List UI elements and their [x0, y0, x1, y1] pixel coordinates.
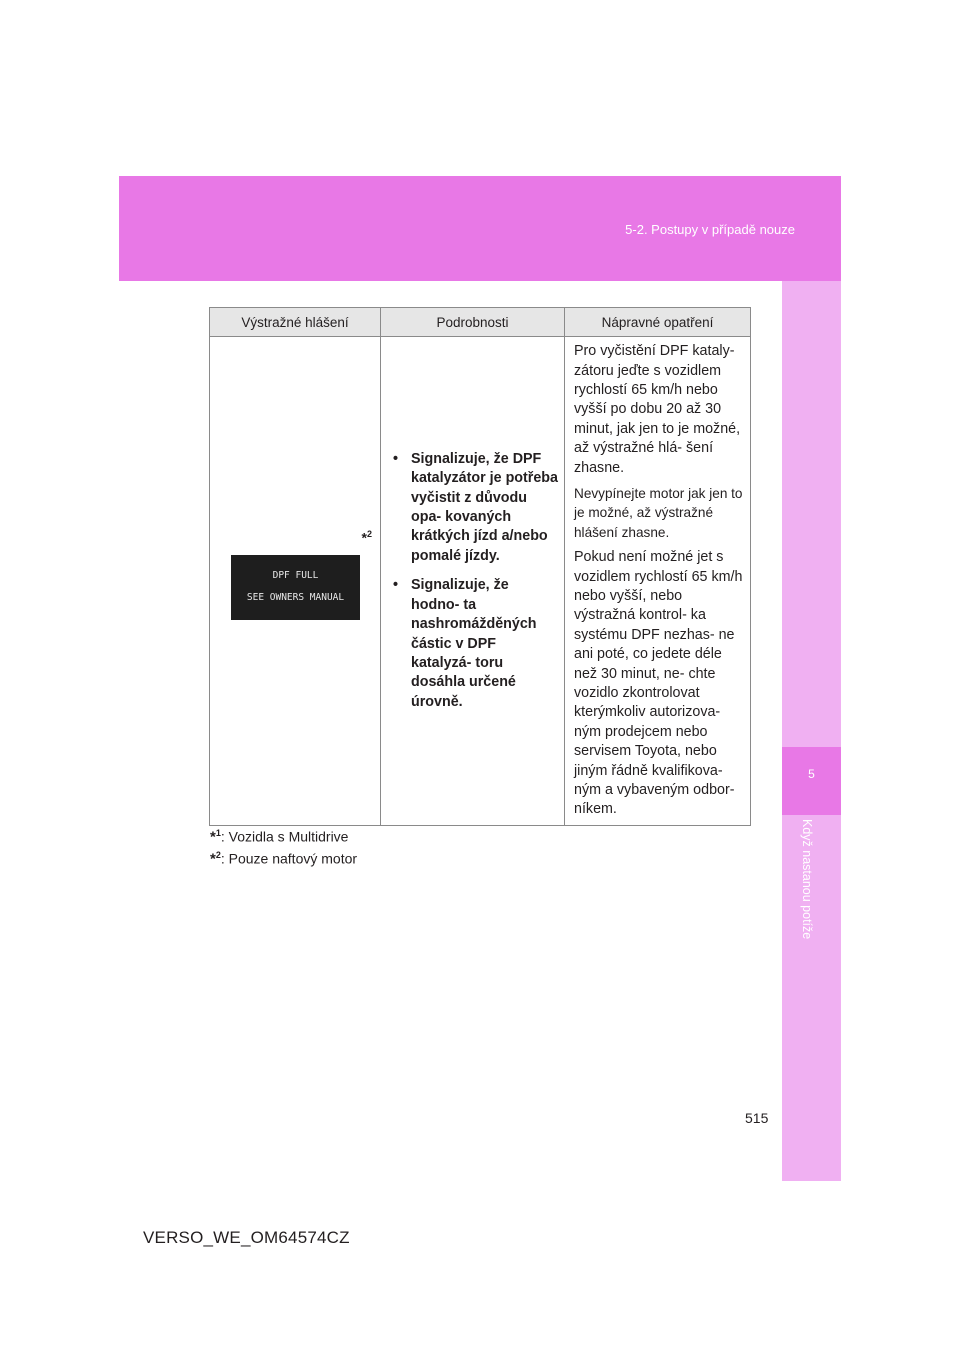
chapter-side-strip — [782, 281, 841, 1181]
column-header-remedy: Nápravné opatření — [565, 308, 751, 337]
remedy-paragraph: Pokud není možné jet s vozidlem rychlostí 65 km/h nebo vyšší, nebo výstražná kontrol- ka systému DPF nezhas- ne ani poté, co jedete déle než 30 minut, ne- chte vozidlo zkontrolovat kterýmkoliv autorizova- ným prodejcem nebo servisem Toyota, nebo jiným řádně kvalifikova- ným a vybaveným odbor- níkem. — [574, 549, 743, 818]
chapter-number: 5 — [808, 767, 815, 781]
dpf-full-display-image — [231, 555, 360, 620]
column-header-details: Podrobnosti — [381, 308, 565, 337]
footnote-text: : Pouze naftový motor — [220, 850, 358, 867]
table-row — [210, 337, 751, 826]
remedy-paragraph: Pro vyčistění DPF kataly- zátoru jeďte s vozidlem rychlostí 65 km/h nebo vyšší po dobu 20 až 30 minut, jak jen to je možné, až výstražné hlá- šení zhasne. — [574, 343, 741, 476]
section-title: 5-2. Postupy v případě nouze — [625, 222, 795, 237]
chapter-tab[interactable] — [782, 747, 841, 815]
details-bullet: • Signalizuje, že hodno- ta nashromážděných částic v DPF katalyzá- toru dosáhla určené úrovně. — [393, 576, 558, 712]
details-bullet: • Signalizuje, že DPF katalyzátor je potřeba vyčistit z důvodu opa- kovaných krátkých jízd a/nebo pomalé jízdy. — [393, 450, 558, 566]
warning-table — [209, 307, 751, 826]
document-code: VERSO_WE_OM64574CZ — [143, 1228, 350, 1247]
remedy-cell — [565, 337, 751, 826]
footnote-ref-star: * — [361, 529, 367, 546]
warning-message-cell — [210, 337, 381, 826]
footnote-2 — [210, 850, 357, 868]
footnote-star: * — [210, 828, 216, 846]
footnote-number: 1 — [215, 828, 221, 838]
details-cell — [381, 337, 565, 826]
footnote-1 — [210, 828, 348, 846]
footnote-number: 2 — [215, 850, 221, 860]
page-number: 515 — [745, 1110, 769, 1126]
footnote-ref-number: 2 — [366, 529, 372, 539]
display-text-line2: SEE OWNERS MANUAL — [246, 592, 345, 603]
footnote-ref — [362, 525, 372, 548]
footnote-star: * — [210, 850, 216, 868]
remedy-paragraph: Nevypínejte motor jak jen to je možné, až výstražné hlášení zhasne. — [574, 485, 743, 540]
display-text-line1: DPF FULL — [272, 570, 319, 581]
column-header-warning: Výstražné hlášení — [210, 308, 381, 337]
header-band — [119, 176, 841, 281]
footnote-text: : Vozidla s Multidrive — [220, 828, 349, 845]
table-header-row — [210, 308, 751, 337]
chapter-label: Když nastanou potíže — [800, 819, 814, 940]
